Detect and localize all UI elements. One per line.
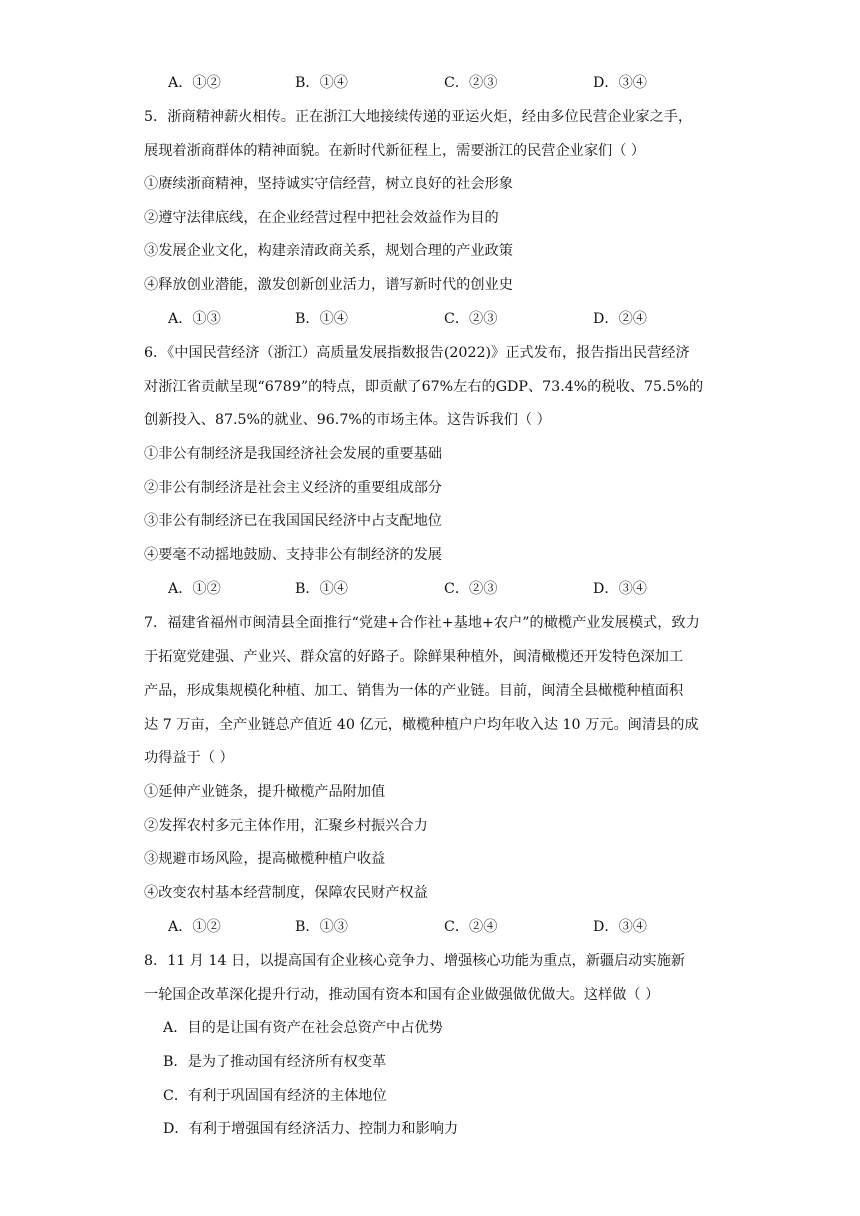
q5-option-a: A．①③: [168, 311, 221, 327]
q5-statement-2: ②遵守法律底线，在企业经营过程中把社会效益作为目的: [144, 210, 499, 226]
q6-option-a: A．①②: [168, 581, 221, 597]
q6-stem-line-3: 创新投入、87.5%的就业、96.7%的市场主体。这告诉我们（ ）: [144, 412, 551, 428]
q7-stem-line-4: 达 7 万亩，全产业链总产值近 40 亿元，橄榄种植户户均年收入达 10 万元。闽清县的成: [144, 717, 699, 733]
q7-option-b: B．①③: [295, 919, 348, 935]
q5-stem-line-2: 展现着浙商群体的精神面貌。在新时代新征程上，需要浙江的民营企业家们（ ）: [144, 143, 646, 159]
q8-choice-b: B．是为了推动国有经济所有权变革: [163, 1054, 387, 1070]
q7-option-a: A．①②: [168, 919, 221, 935]
q7-statement-4: ④改变农村基本经营制度，保障农民财产权益: [144, 885, 428, 901]
q5-option-d: D．②④: [593, 311, 647, 327]
q7-stem-line-3: 产品，形成集规模化种植、加工、销售为一体的产业链。目前，闽清全县橄榄种植面积: [144, 683, 684, 699]
q4-option-d: D．③④: [593, 75, 647, 91]
q6-statement-4: ④要毫不动摇地鼓励、支持非公有制经济的发展: [144, 547, 442, 563]
q7-stem-line-5: 功得益于（ ）: [144, 750, 234, 766]
q4-option-a: A．①②: [168, 75, 221, 91]
q5-statement-3: ③发展企业文化，构建亲清政商关系，规划合理的产业政策: [144, 243, 513, 259]
q5-statement-1: ①赓续浙商精神，坚持诚实守信经营，树立良好的社会形象: [144, 176, 513, 192]
q4-option-b: B．①④: [295, 75, 348, 91]
q6-stem-line-1: 6．《中国民营经济（浙江）高质量发展指数报告(2022)》正式发布，报告指出民营经济: [144, 345, 690, 361]
q5-option-c: C．②③: [444, 311, 498, 327]
q7-stem-line-1: 7．福建省福州市闽清县全面推行“党建+合作社+基地+农户”的橄榄产业发展模式，致力: [144, 615, 700, 631]
q7-option-d: D．③④: [593, 919, 647, 935]
q4-option-c: C．②③: [444, 75, 498, 91]
q5-statement-4: ④释放创业潜能，激发创新创业活力，谱写新时代的创业史: [144, 277, 513, 293]
q8-choice-c: C．有利于巩固国有经济的主体地位: [163, 1088, 387, 1104]
q6-option-d: D．③④: [593, 581, 647, 597]
q8-choice-d: D．有利于增强国有经济活力、控制力和影响力: [163, 1121, 459, 1137]
q6-option-b: B．①④: [295, 581, 348, 597]
q6-statement-2: ②非公有制经济是社会主义经济的重要组成部分: [144, 480, 442, 496]
q6-option-c: C．②③: [444, 581, 498, 597]
q7-statement-3: ③规避市场风险，提高橄榄种植户收益: [144, 851, 386, 867]
q5-stem-line-1: 5．浙商精神薪火相传。正在浙江大地接续传递的亚运火炬，经由多位民营企业家之手，: [144, 109, 693, 125]
q6-statement-1: ①非公有制经济是我国经济社会发展的重要基础: [144, 446, 442, 462]
q7-statement-2: ②发挥农村多元主体作用，汇聚乡村振兴合力: [144, 818, 428, 834]
q6-statement-3: ③非公有制经济已在我国国民经济中占支配地位: [144, 513, 442, 529]
q6-stem-line-2: 对浙江省贡献呈现“6789”的特点，即贡献了67%左右的GDP、73.4%的税收、75.5%的: [144, 379, 704, 395]
q8-choice-a: A．目的是让国有资产在社会总资产中占优势: [163, 1020, 443, 1036]
q5-option-b: B．①④: [295, 311, 348, 327]
q7-option-c: C．②④: [444, 919, 498, 935]
q7-stem-line-2: 于拓宽党建强、产业兴、群众富的好路子。除鲜果种植外，闽清橄榄还开发特色深加工: [144, 649, 684, 665]
q8-stem-line-2: 一轮国企改革深化提升行动，推动国有资本和国有企业做强做优做大。这样做（ ）: [144, 987, 660, 1003]
q8-stem-line-1: 8．11 月 14 日，以提高国有企业核心竞争力、增强核心功能为重点，新疆启动实施新: [144, 953, 686, 969]
q7-statement-1: ①延伸产业链条，提升橄榄产品附加值: [144, 784, 386, 800]
